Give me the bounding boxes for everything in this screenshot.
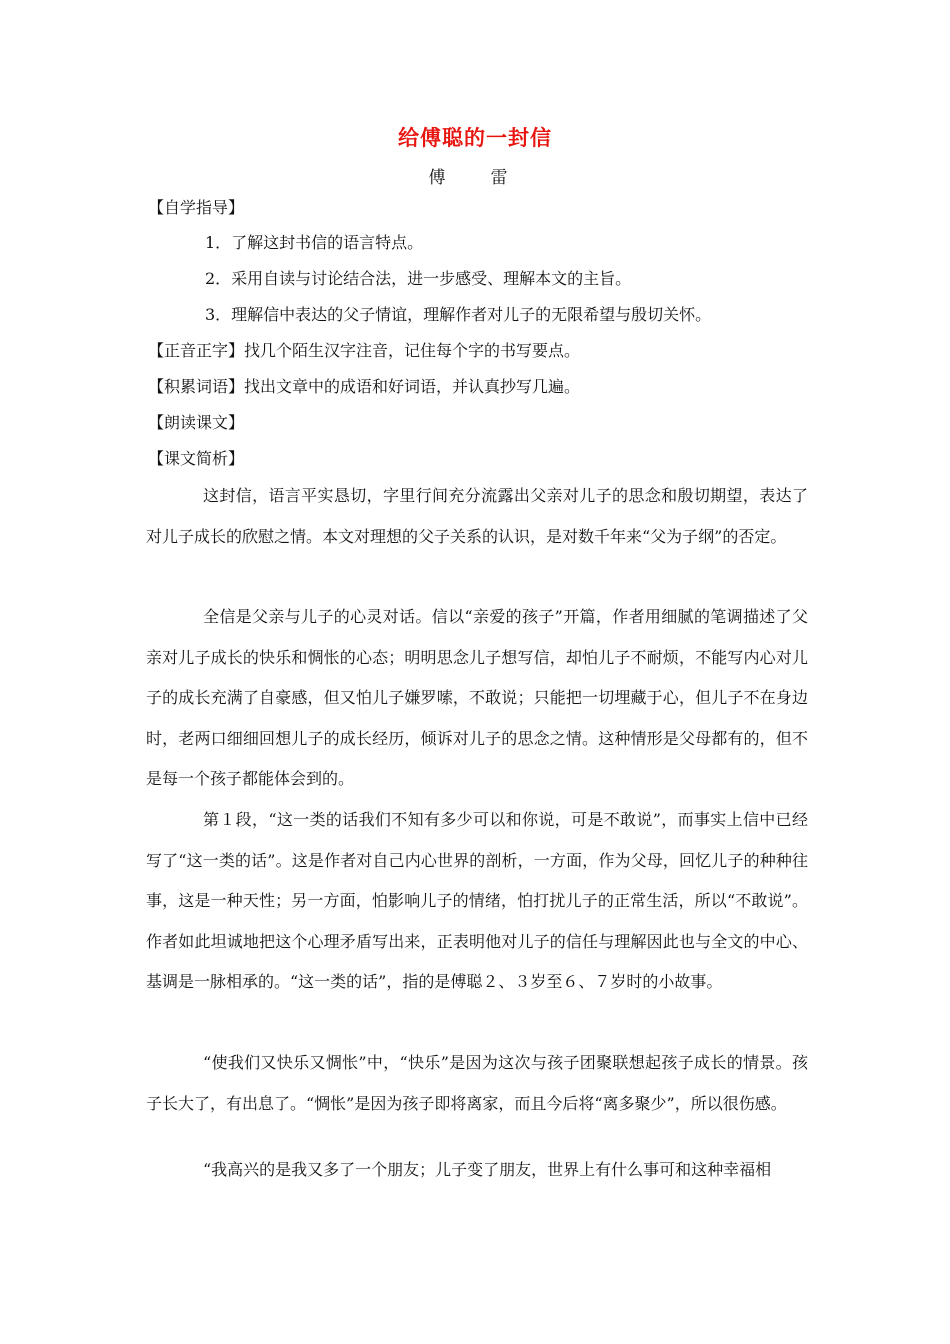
analysis-paragraph: 全信是父亲与儿子的心灵对话。信以“亲爱的孩子”开篇，作者用细腻的笔调描述了父亲对儿子成长的快乐和惆怅的心态；明明思念儿子想写信，却怕儿子不耐烦，不能写内心对儿子的成长充满了自豪感，但又怕儿子嫌罗嗦，不敢说；只能把一切埋藏于心，但儿子不在身边时，老两口细细回想儿子的成长经历，倾诉对儿子的思念之情。这种情形是父母都有的，但不是每一个孩子都能体会到的。 bbox=[146, 607, 808, 788]
analysis-heading: 【课文简析】 bbox=[148, 449, 245, 468]
reading-task: 【朗读课文】 bbox=[148, 413, 245, 432]
author-name: 傅 雷 bbox=[428, 168, 522, 188]
document-title: 给傅聪的一封信 bbox=[398, 126, 552, 150]
analysis-paragraph: “使我们又快乐又惆怅”中，“快乐”是因为这次与孩子团聚联想起孩子成长的情景。孩子长大了，有出息了。“惆怅”是因为孩子即将离家，而且今后将“离多聚少”，所以很伤感。 bbox=[146, 1053, 808, 1113]
analysis-paragraph: 这封信，语言平实恳切，字里行间充分流露出父亲对儿子的思念和殷切期望，表达了对儿子成长的欣慰之情。本文对理想的父子关系的认识，是对数千年来“父为子纲”的否定。 bbox=[146, 486, 808, 546]
goal-item: 3．理解信中表达的父子情谊，理解作者对儿子的无限希望与殷切关怀。 bbox=[205, 305, 712, 324]
analysis-paragraph: 第１段，“这一类的话我们不知有多少可以和你说，可是不敢说”，而事实上信中已经写了“这一类的话”。这是作者对自己内心世界的剖析，一方面，作为父母，回忆儿子的种种往事，这是一种天性；另一方面，怕影响儿子的情绪，怕打扰儿子的正常生活，所以“不敢说”。作者如此坦诚地把这个心理矛盾写出来，正表明他对儿子的信任与理解因此也与全文的中心、基调是一脉相承的。“这一类的话”，指的是傅聪２、３岁至６、７岁时的小故事。 bbox=[146, 810, 808, 991]
vocabulary-task: 【积累词语】找出文章中的成语和好词语，并认真抄写几遍。 bbox=[148, 377, 581, 396]
analysis-paragraph: “我高兴的是我又多了一个朋友；儿子变了朋友，世界上有什么事可和这种幸福相 bbox=[203, 1160, 772, 1179]
goal-item: 1．了解这封书信的语言特点。 bbox=[205, 233, 424, 252]
pronunciation-task: 【正音正字】找几个陌生汉字注音，记住每个字的书写要点。 bbox=[148, 341, 581, 360]
goal-item: 2．采用自读与讨论结合法，进一步感受、理解本文的主旨。 bbox=[205, 269, 632, 288]
self-study-heading: 【自学指导】 bbox=[148, 198, 245, 217]
